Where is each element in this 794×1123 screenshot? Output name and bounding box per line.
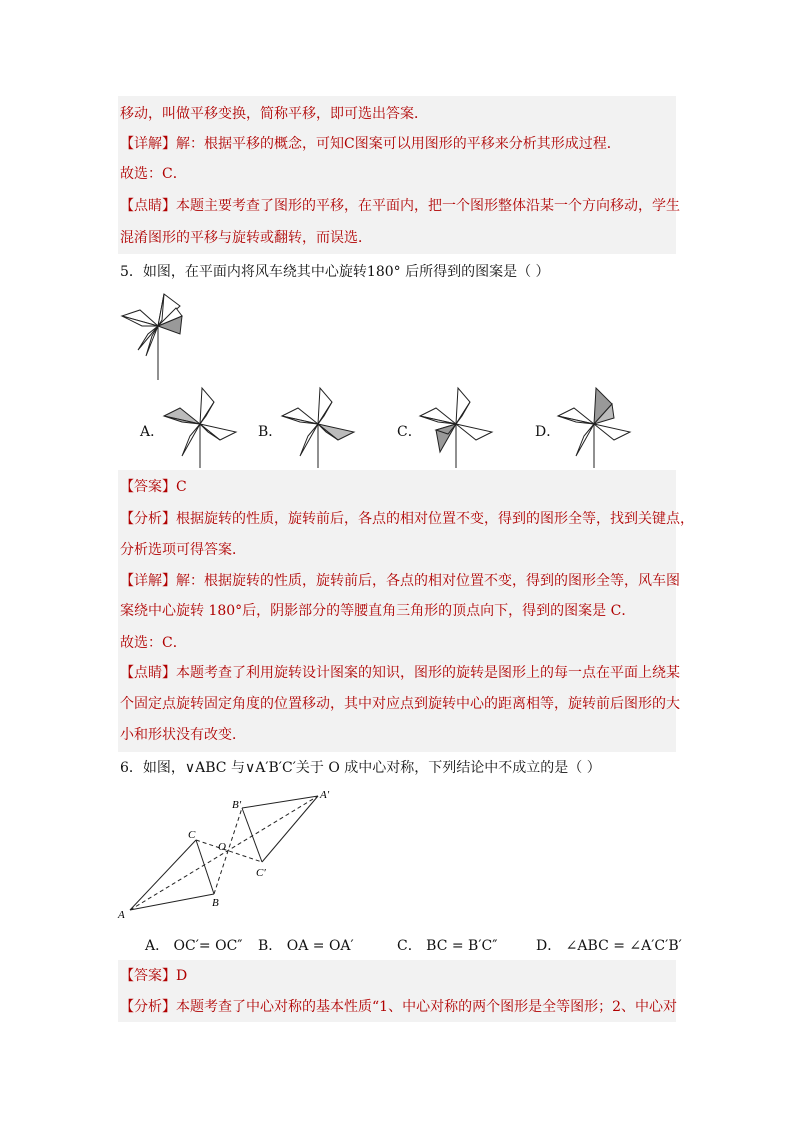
option-b-pinwheel (280, 386, 360, 470)
comment-text: 本题考查了利用旋转设计图案的知识，图形的旋转是图形上的每一点在平面上绕某 (176, 665, 680, 681)
answer-tag: 【答案】 (120, 479, 176, 495)
label-a-prime: A′ (320, 789, 330, 801)
comment-line (120, 196, 680, 216)
q6-option-b: B． OA = OA′ (258, 938, 354, 954)
label-o: O (218, 841, 226, 853)
analysis-tag: 【分析】 (120, 511, 176, 527)
answer-value: C (176, 479, 187, 495)
question-5-stem: 5．如图，在平面内将风车绕其中心旋转180° 后所得到的图案是（ ） (120, 264, 550, 280)
analysis-text: 本题考查了中心对称的基本性质“1、中心对称的两个图形是全等图形；2、中心对 (176, 999, 677, 1015)
option-d-label: D． (535, 424, 561, 440)
question-6-stem: 6．如图，∨ABC 与∨A′B′C′关于 O 成中心对称，下列结论中不成立的是（ ） (120, 760, 601, 776)
q6-answer (120, 966, 187, 986)
option-a-label: A． (140, 424, 165, 440)
symmetry-figure (116, 784, 346, 924)
q5-comment-2: 个固定点旋转固定角度的位置移动，其中对应点到旋转中心的距离相等，旋转前后图形的大 (120, 696, 680, 712)
detail-tag: 【详解】 (120, 573, 176, 589)
q5-analysis-2: 分析选项可得答案． (120, 542, 246, 558)
q5-choose: 故选：C． (120, 635, 187, 651)
detail-tag: 【详解】 (120, 136, 176, 152)
text-line: 移动，叫做平移变换，简称平移，即可选出答案． (120, 106, 428, 122)
analysis-tag: 【分析】 (120, 999, 176, 1015)
label-b: B (212, 897, 219, 909)
comment-text: 本题主要考查了图形的平移，在平面内，把一个图形整体沿某一个方向移动，学生 (176, 198, 680, 214)
choose-line: 故选：C． (120, 166, 187, 182)
option-d-pinwheel (556, 386, 636, 470)
pinwheel-figure (118, 286, 190, 382)
q5-comment (120, 663, 680, 683)
q6-option-c: C． BC = B′C″ (397, 938, 498, 954)
comment-line-2: 混淆图形的平移与旋转或翻转，而误选． (120, 230, 372, 246)
answer-value: D (176, 968, 188, 984)
q5-answer (120, 477, 187, 497)
option-a-pinwheel (162, 386, 242, 470)
option-c-pinwheel (418, 386, 498, 470)
detail-text: 解：根据旋转的性质，旋转前后，各点的相对位置不变，得到的图形全等，风车图 (176, 573, 680, 589)
label-c-prime: C′ (256, 867, 266, 879)
q5-comment-3: 小和形状没有改变． (120, 727, 246, 743)
label-c: C (188, 829, 196, 841)
option-c-label: C． (397, 424, 422, 440)
option-b-label: B． (258, 424, 283, 440)
q5-detail-2: 案绕中心旋转 180°后，阴影部分的等腰直角三角形的顶点向下，得到的图案是 C． (120, 603, 636, 619)
detail-line (120, 134, 621, 154)
q6-analysis (120, 997, 677, 1017)
analysis-text: 根据旋转的性质，旋转前后，各点的相对位置不变，得到的图形全等，找到关键点， (176, 511, 694, 527)
comment-tag: 【点睛】 (120, 665, 176, 681)
q6-option-d: D． ∠ABC = ∠A′C′B′ (536, 938, 682, 954)
q6-option-a: A． OC′= OC″ (145, 938, 243, 954)
comment-tag: 【点睛】 (120, 198, 176, 214)
label-a: A (118, 909, 125, 921)
detail-text: 解：根据平移的概念，可知C图案可以用图形的平移来分析其形成过程． (176, 136, 621, 152)
label-b-prime: B′ (232, 799, 242, 811)
q5-analysis (120, 509, 694, 529)
answer-tag: 【答案】 (120, 968, 176, 984)
q5-detail (120, 571, 680, 591)
